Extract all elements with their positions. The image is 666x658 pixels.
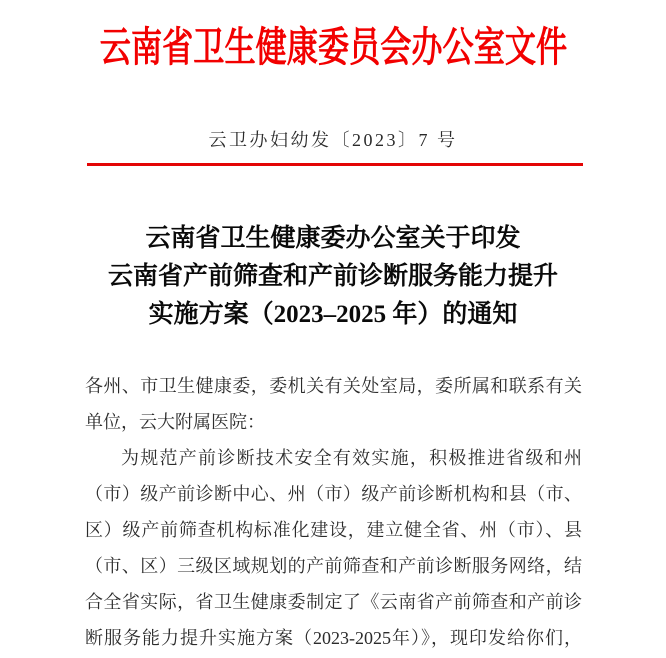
- paragraph-line-5: 合全省实际，省卫生健康委制定了《云南省产前筛查和产前诊: [85, 592, 582, 612]
- document-number: 云卫办妇幼发〔2023〕7 号: [208, 130, 458, 150]
- addressee-line-2: 单位，云大附属医院：: [85, 412, 265, 432]
- title-line-1: 云南省卫生健康委办公室关于印发: [145, 225, 521, 252]
- paragraph-line-6: 断服务能力提升实施方案（2023-2025年）》，现印发给你们，: [85, 628, 582, 648]
- org-header-text: 云南省卫生健康委员会办公室文件: [99, 24, 567, 70]
- title-line-2: 云南省产前筛查和产前诊断服务能力提升: [107, 263, 558, 290]
- paragraph-line-1: 为规范产前诊断技术安全有效实施，积极推进省级和州: [121, 448, 582, 468]
- paragraph-line-2: （市）级产前诊断中心、州（市）级产前诊断机构和县（市、: [85, 484, 582, 504]
- title-line-3: 实施方案（2023–2025 年）的通知: [148, 301, 518, 328]
- paragraph-line-3: 区）级产前筛查机构标准化建设，建立健全省、州（市）、县: [85, 520, 582, 540]
- document-title: [0, 220, 666, 334]
- addressee-line-1: 各州、市卫生健康委，委机关有关处室局，委所属和联系有关: [85, 376, 582, 396]
- red-separator-line: [87, 163, 583, 166]
- org-header: [0, 24, 666, 70]
- paragraph-line-4: （市、区）三级区域规划的产前筛查和产前诊断服务网络，结: [85, 556, 582, 576]
- document-body: [85, 368, 582, 656]
